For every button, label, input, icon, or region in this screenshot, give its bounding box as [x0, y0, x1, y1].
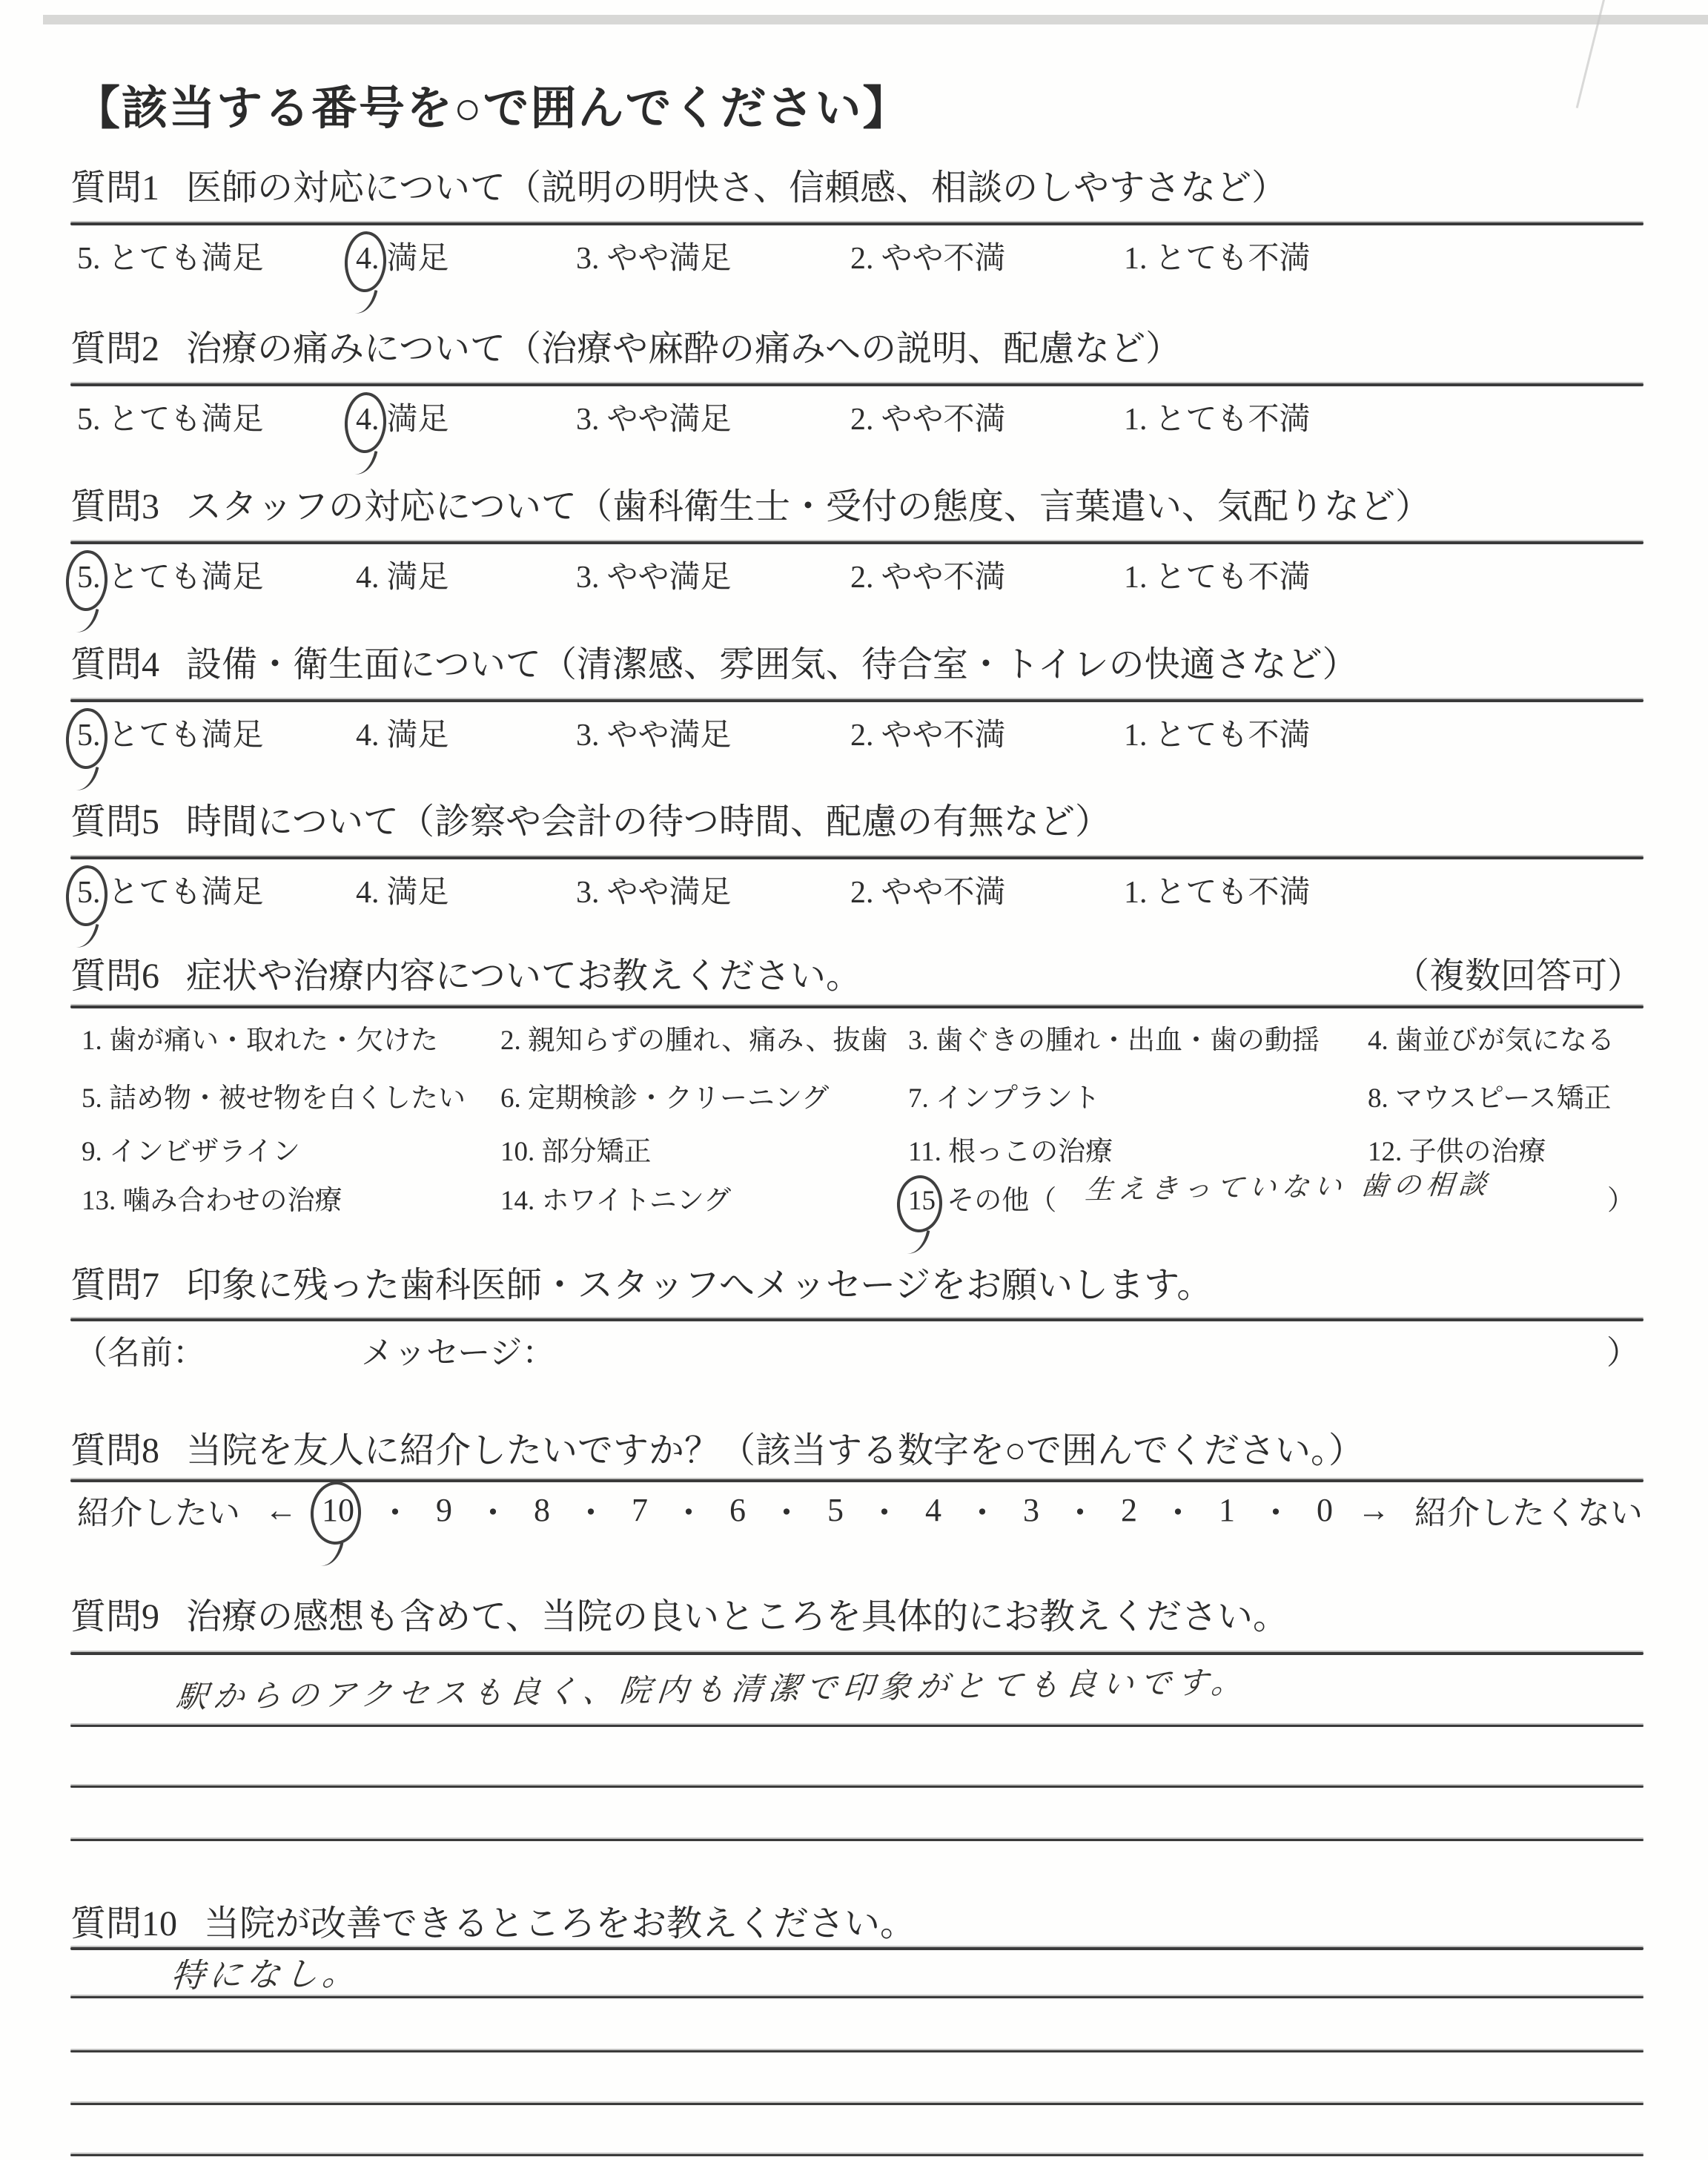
circled-answer-number: 5. — [77, 719, 101, 753]
option-number: 2. — [850, 242, 874, 276]
q8-number: 6 — [729, 1491, 746, 1528]
option-number: 4. — [356, 719, 380, 753]
q8-want-label: 紹介したい — [77, 1495, 240, 1531]
option-number: 3. — [576, 876, 600, 910]
page-title: 【該当する番号を○で囲んでください】 — [74, 84, 910, 134]
q8-dot-separator: ・ — [868, 1495, 901, 1531]
q6-item: 12. 子供の治療 — [1368, 1137, 1546, 1167]
option — [576, 234, 732, 278]
option — [77, 868, 264, 912]
question-header — [70, 167, 1644, 210]
option-label: やや満足 — [606, 876, 732, 910]
options-row — [70, 868, 1644, 915]
circled-answer-number: 4. — [356, 403, 380, 437]
q7-close-paren: ） — [1606, 1335, 1639, 1371]
option — [1124, 394, 1311, 439]
q8-not-want-label: 紹介したくない — [1414, 1495, 1643, 1531]
option-label: とても満足 — [107, 242, 264, 276]
question-label: 質問9 — [70, 1597, 160, 1636]
option-label: とても満足 — [107, 876, 264, 910]
q6-item — [908, 1178, 1056, 1218]
question-heading: スタッフの対応について（歯科衛生士・受付の態度、言葉遣い、気配りなど） — [186, 487, 1431, 526]
q9-handwritten-answer: 駅からのアクセスも良く、院内も清潔で印象がとても良いです。 — [174, 1663, 1251, 1716]
option — [576, 552, 732, 597]
options-row — [70, 710, 1644, 758]
option-label: 満足 — [386, 561, 449, 595]
q6-item: 8. マウスピース矯正 — [1368, 1083, 1612, 1114]
option — [356, 552, 449, 597]
q8-dot-separator: ・ — [477, 1495, 509, 1531]
q7-name-message-row — [70, 1326, 1644, 1370]
q6-other-answer-handwriting: 生えきっていない 歯の相談 — [1084, 1168, 1493, 1206]
q8-recommend-scale-row — [77, 1486, 1643, 1533]
answer-line — [70, 1652, 1644, 1655]
q6-item-label: その他（ — [940, 1186, 1057, 1216]
question-label: 質問7 — [70, 1266, 160, 1305]
option-label: やや満足 — [606, 561, 732, 595]
question-heading: 症状や治療内容についてお教えください。 — [186, 957, 862, 996]
option-number: 1. — [1124, 561, 1148, 595]
question-label: 質問5 — [70, 802, 160, 842]
option-label: 満足 — [386, 242, 449, 276]
option — [1124, 552, 1311, 597]
option-label: とても不満 — [1154, 403, 1311, 437]
option-number: 1. — [1124, 876, 1148, 910]
option-label: やや満足 — [606, 719, 732, 753]
option-number: 2. — [850, 561, 874, 595]
question-block-2 — [70, 328, 1644, 437]
option-number: 4. — [356, 876, 380, 910]
options-row — [70, 234, 1644, 281]
question-header-q6 — [70, 955, 861, 998]
q8-number: 2 — [1121, 1491, 1137, 1528]
option — [356, 868, 449, 912]
question-label: 質問8 — [70, 1431, 160, 1470]
option-label: とても満足 — [107, 719, 264, 753]
q8-dot-separator: ・ — [1064, 1495, 1096, 1531]
option — [850, 710, 1006, 755]
option-number: 2. — [850, 403, 874, 437]
circled-answer-number: 15 — [908, 1186, 936, 1216]
circled-answer-number: 5. — [77, 876, 101, 910]
section-rule — [70, 699, 1644, 702]
option — [356, 234, 449, 278]
question-header-q10 — [70, 1903, 916, 1946]
answer-line — [70, 1996, 1644, 1998]
q8-right-arrow: → — [1357, 1491, 1390, 1528]
q6-item: 3. 歯ぐきの腫れ・出血・歯の動揺 — [908, 1025, 1320, 1056]
q8-left-arrow: ← — [265, 1491, 297, 1528]
option-label: やや不満 — [881, 719, 1006, 753]
option-number: 1. — [1124, 403, 1148, 437]
answer-line — [70, 1786, 1644, 1788]
section-rule — [70, 1479, 1644, 1482]
q8-dot-separator: ・ — [672, 1495, 705, 1531]
question-block-1 — [70, 167, 1644, 276]
answer-line — [70, 1839, 1644, 1841]
options-row — [70, 552, 1644, 600]
option-number: 3. — [576, 403, 600, 437]
question-header — [70, 486, 1644, 529]
q8-dot-separator: ・ — [379, 1495, 411, 1531]
question-header — [70, 801, 1644, 844]
option-label: とても満足 — [107, 561, 264, 595]
option-label: やや満足 — [606, 403, 732, 437]
option-label: 満足 — [386, 403, 449, 437]
q8-dot-separator: ・ — [770, 1495, 803, 1531]
option-label: やや不満 — [881, 403, 1006, 437]
option-label: とても不満 — [1154, 876, 1311, 910]
option — [356, 394, 449, 439]
q8-number: 9 — [436, 1491, 452, 1528]
q6-item: 14. ホワイトニング — [500, 1186, 732, 1216]
q8-dot-separator: ・ — [1260, 1495, 1292, 1531]
question-header — [70, 644, 1644, 687]
q8-dot-separator: ・ — [1162, 1495, 1194, 1531]
q6-item: 11. 根っこの治療 — [908, 1137, 1113, 1167]
option — [576, 868, 732, 912]
option-label: とても不満 — [1154, 242, 1311, 276]
q8-number: 1 — [1219, 1491, 1235, 1528]
option — [850, 552, 1006, 597]
question-heading: 設備・衛生面について（清潔感、雰囲気、待合室・トイレの快適さなど） — [186, 645, 1358, 684]
q6-item: 9. インビザライン — [82, 1137, 300, 1167]
option — [356, 710, 449, 755]
option-number: 1. — [1124, 719, 1148, 753]
q8-number: 7 — [632, 1491, 648, 1528]
question-heading: 治療の痛みについて（治療や麻酔の痛みへの説明、配慮など） — [186, 329, 1182, 369]
q8-dot-separator: ・ — [575, 1495, 607, 1531]
q6-item: 10. 部分矯正 — [500, 1137, 652, 1167]
q6-item: 4. 歯並びが気になる — [1368, 1025, 1615, 1056]
circled-answer-number: 4. — [356, 242, 380, 276]
q7-message-label: メッセージ： — [361, 1335, 555, 1371]
q8-number: 4 — [925, 1491, 941, 1528]
question-block-3 — [70, 486, 1644, 595]
question-label: 質問4 — [70, 645, 160, 684]
option-label: とても不満 — [1154, 561, 1311, 595]
option-number: 2. — [850, 719, 874, 753]
question-label: 質問6 — [70, 957, 160, 996]
option — [77, 710, 264, 755]
question-heading: 治療の感想も含めて、当院の良いところを具体的にお教えください。 — [186, 1597, 1289, 1636]
question-heading: 当院を友人に紹介したいですか？（該当する数字を○で囲んでください。） — [186, 1431, 1365, 1470]
option-number: 3. — [576, 719, 600, 753]
q8-number: 5 — [827, 1491, 844, 1528]
question-header-q9 — [70, 1596, 1288, 1639]
option — [576, 394, 732, 439]
option-label: やや満足 — [606, 242, 732, 276]
option-number: 1. — [1124, 242, 1148, 276]
option-label: とても不満 — [1154, 719, 1311, 753]
section-rule — [70, 1318, 1644, 1321]
option-label: 満足 — [386, 876, 449, 910]
option — [1124, 710, 1311, 755]
q8-number: 3 — [1023, 1491, 1039, 1528]
q6-item: 1. 歯が痛い・取れた・欠けた — [82, 1025, 438, 1056]
section-rule — [70, 856, 1644, 859]
question-header-q8 — [70, 1430, 1364, 1473]
question-heading: 印象に残った歯科医師・スタッフへメッセージをお願いします。 — [186, 1266, 1213, 1305]
option-number: 5. — [77, 242, 101, 276]
question-heading: 当院が改善できるところをお教えください。 — [204, 1904, 916, 1943]
section-rule — [70, 541, 1644, 544]
question-label: 質問2 — [70, 329, 160, 369]
question-heading: 医師の対応について（説明の明快さ、信頼感、相談のしやすさなど） — [186, 168, 1288, 208]
option — [77, 234, 264, 278]
question-heading: 時間について（診察や会計の待つ時間、配慮の有無など） — [186, 802, 1111, 842]
section-rule — [70, 222, 1644, 225]
options-row — [70, 394, 1644, 442]
scan-artifact-band — [43, 15, 1708, 24]
question-label: 質問1 — [70, 168, 160, 208]
question-block-4 — [70, 644, 1644, 753]
q8-dot-separator: ・ — [966, 1495, 999, 1531]
option-label: やや不満 — [881, 876, 1006, 910]
question-header — [70, 328, 1644, 371]
option-number: 3. — [576, 561, 600, 595]
option-number: 4. — [356, 561, 380, 595]
option-label: とても満足 — [107, 403, 264, 437]
answer-line — [70, 2103, 1644, 2105]
question-label: 質問10 — [70, 1904, 178, 1943]
answer-line — [70, 2154, 1644, 2156]
option — [77, 394, 264, 439]
option — [850, 868, 1006, 912]
circled-answer-number: 10 — [322, 1491, 354, 1528]
q8-number: 0 — [1317, 1491, 1333, 1528]
option-label: やや不満 — [881, 561, 1006, 595]
answer-line — [70, 2050, 1644, 2052]
question-header-q7 — [70, 1264, 1212, 1307]
option-number: 3. — [576, 242, 600, 276]
q6-close-paren: ） — [1607, 1186, 1635, 1216]
option-label: 満足 — [386, 719, 449, 753]
question-label: 質問3 — [70, 487, 160, 526]
q6-multi-answer-note: （複数回答可） — [1393, 957, 1643, 996]
option — [850, 394, 1006, 439]
q6-item: 2. 親知らずの腫れ、痛み、抜歯 — [500, 1025, 888, 1056]
option — [576, 710, 732, 755]
option — [1124, 234, 1311, 278]
question-block-5 — [70, 801, 1644, 910]
section-rule — [70, 1005, 1644, 1008]
option-number: 5. — [77, 403, 101, 437]
q7-name-label: （名前： — [75, 1335, 205, 1371]
option-label: やや不満 — [881, 242, 1006, 276]
q10-handwritten-answer: 特になし。 — [169, 1953, 363, 1996]
q6-item: 7. インプラント — [908, 1083, 1100, 1114]
q6-item: 5. 詰め物・被せ物を白くしたい — [82, 1083, 466, 1114]
circled-answer-number: 5. — [77, 561, 101, 595]
section-rule — [70, 383, 1644, 386]
q6-item: 6. 定期検診・クリーニング — [500, 1083, 830, 1114]
option — [850, 234, 1006, 278]
option — [77, 552, 264, 597]
q6-item: 13. 噛み合わせの治療 — [82, 1186, 342, 1216]
answer-line — [70, 1725, 1644, 1727]
option — [1124, 868, 1311, 912]
option-number: 2. — [850, 876, 874, 910]
q8-number: 8 — [534, 1491, 550, 1528]
